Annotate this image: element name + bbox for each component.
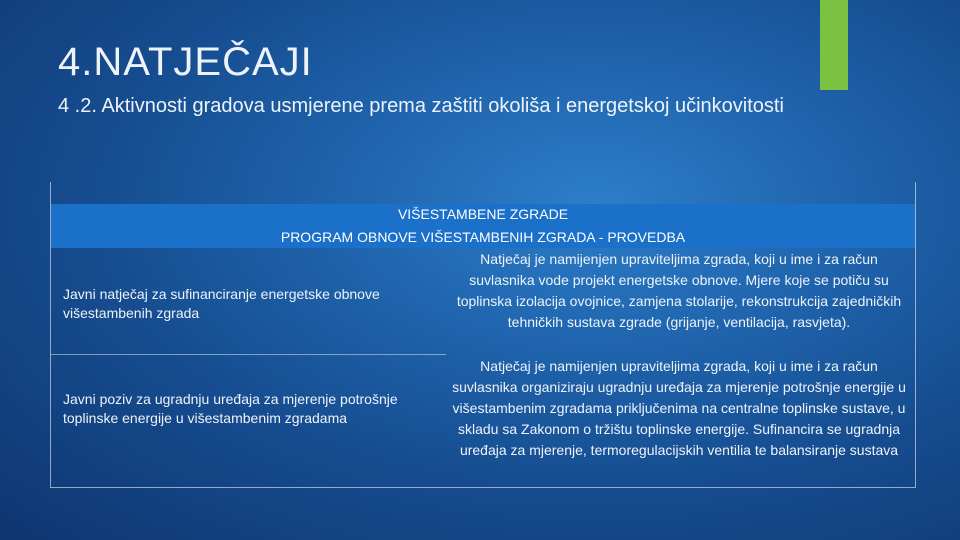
slide-subtitle: 4 .2. Aktivnosti gradova usmjerene prema zaštiti okoliša i energetskoj učinkovitosti — [58, 95, 784, 117]
row-1-name: Javni natječaj za sufinanciranje energetske obnove višestambenih zgrada — [63, 286, 380, 321]
table-header-subtitle: PROGRAM OBNOVE VIŠESTAMBENIH ZGRADA - PROVEDBA — [280, 229, 686, 245]
accent-bar — [820, 0, 848, 90]
programs-table — [50, 182, 916, 488]
slide-title: 4.NATJEČAJI — [58, 40, 313, 84]
row-1-description: Natječaj je namijenjen upraviteljima zgrada, koji u ime i za račun suvlasnika vode projekt energetske obnove. Mjere koje se potiču su toplinska izolacija ovojnice, zamjena stolarije, rekonstrukcija zajedničkih tehničkih sustava zgrade (grijanje, ventilacija, rasvjeta). — [456, 251, 902, 330]
row-divider — [51, 354, 446, 355]
row-2-description: Natječaj je namijenjen upraviteljima zgrada, koji u ime i za račun suvlasnika organiziraju ugradnju uređaja za mjerenje potrošnje energije u višestambenim zgradama priključenima na centralne toplinske sustave, u skladu sa Zakonom o tržištu toplinske energije. Sufinancira se ugradnja uređaja za mjerenje, termoregulacijskih ventilia te balansiranje sustava — [452, 358, 906, 458]
table-header-title: VIŠESTAMBENE ZGRADE — [397, 206, 569, 222]
row-2-name: Javni poziv za ugradnju uređaja za mjerenje potrošnje toplinske energije u višestambenim zgradama — [63, 391, 398, 426]
